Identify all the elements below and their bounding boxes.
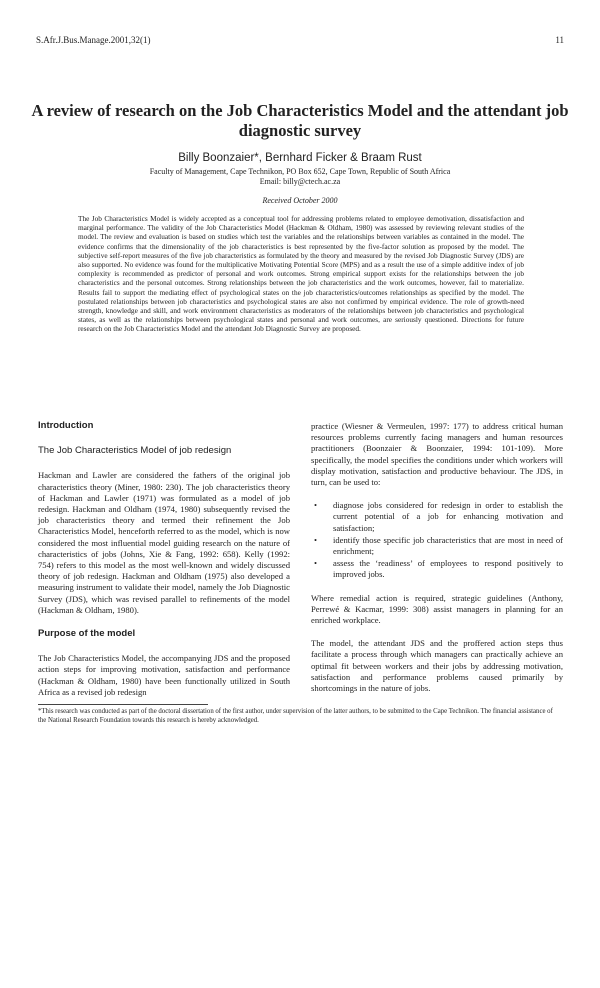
introduction-heading: Introduction: [38, 420, 94, 431]
left-column: [38, 420, 290, 710]
affiliation-block: [0, 167, 600, 187]
list-item: • assess the ‘readiness’ of employees to respond positively to improved jobs.: [314, 558, 563, 580]
paragraph: Hackman and Lawler are considered the fathers of the original job characteristics theory (Miner, 1980: 230). The job characteristics theory of Hackman and Lawler (1971) was formulated as a model of job redesign. Hackman and Oldham (1974, 1980) subsequently revised the job characteristics theory and termed their refinement the Job Characteristics Model, henceforth referred to as the model, which is now considered the most influential model guiding research on the nature of characteristics of jobs (Johns, Xie & Fang, 1992: 658). Kelly (1992: 754) refers to this model as the most well-known and widely discussed theory of job redesign. Hackman and Oldham (1975) also developed a measuring instrument to validate their model, namely the Job Diagnostic Survey (JDS), which was revised parallel to refinements of the model (Hackman & Oldham, 1980).: [38, 470, 290, 615]
journal-citation: S.Afr.J.Bus.Manage.2001,32(1): [36, 35, 151, 45]
article-title: A review of research on the Job Characteristics Model and the attendant job diagnostic survey: [31, 101, 569, 140]
paragraph: The model, the attendant JDS and the proffered action steps thus facilitate a process through which managers can practically achieve an optimal fit between workers and their jobs by addressing motivation, satisfaction and performance problems caused primarily by shortcomings in the nature of jobs.: [311, 638, 563, 694]
paragraph: Where remedial action is required, strategic guidelines (Anthony, Perrewé & Kacmar, 1999: 308) assist managers in planning for an enriched workplace.: [311, 592, 563, 626]
email: Email: billy@ctech.ac.za: [259, 177, 341, 186]
paragraph: practice (Wiesner & Vermeulen, 1997: 177) to address critical human resources problems currently facing managers and human resources practitioners (Boonzaier & Boonzaier, 1994: 101-109). More specifically, the model specifies the conditions under which workers will display motivation, satisfaction and productive behaviour. The JDS, in turn, can be used to:: [311, 421, 563, 488]
list-item: • identify those specific job characteristics that are most in need of enrichment;: [314, 534, 563, 557]
bullet-icon: •: [314, 558, 318, 569]
footnote-divider: [38, 704, 208, 705]
bullet-icon: •: [314, 500, 318, 511]
received-date: Received October 2000: [262, 196, 338, 205]
right-column: [311, 421, 563, 706]
running-header: [36, 35, 564, 45]
bullet-icon: •: [314, 534, 318, 545]
authors: Billy Boonzaier*, Bernhard Ficker & Braam Rust: [178, 152, 422, 164]
list-item: • diagnose jobs considered for redesign in order to establish the current potential of a job for enhancing motivation and satisfaction;: [314, 500, 563, 533]
paragraph: The Job Characteristics Model, the accompanying JDS and the proposed action steps for improving motivation, satisfaction and performance (Hackman & Oldham, 1980) have been functionally utilized in South Africa as a revised job redesign: [38, 653, 290, 697]
abstract: The Job Characteristics Model is widely accepted as a conceptual tool for addressing problems related to employee demotivation, dissatisfaction and marginal performance. The validity of the Job Characteristics Model (Hackman & Oldham, 1980) was assessed by reviewing relevant studies of the model. The review and evaluation is based on studies which test the variables and the relationships between variables as contained in the model. The evidence confirms that the dimensionality of the job characteristics is best represented by the five-factor solution as proposed by the model. The subjective self-report measures of the five job characteristics as formulated by the theory and measured by the revised Job Diagnostic Survey (JDS) are also supported. No evidence was found for the multiplicative Motivating Potential Score (MPS) and as a result the use of a simple additive index of job complexity is recommended as predictor of personal and work outcomes. Strong empirical support exists for the relationships between the job characteristics and the personal outcomes. Strong relationships between the job characteristics and the work outcomes, however, fail to materialize. Results fail to support the mediating effect of psychological states on the job characteristics/outcomes relationships as specified by the model. The postulated relationships between job characteristics and psychological states are also not confirmed by empirical evidence. The role of growth-need strength, knowledge and skill, and work environment characteristics as moderators of the relationships between job characteristics and psychological states, as well as the relationships between psychological states and personal and work outcomes, are seriously questioned. Directions for future research on the Job Characteristics Model and the attendant Job Diagnostic Survey are proposed.: [78, 214, 524, 334]
footnote: *This research was conducted as part of the doctoral dissertation of the first author, under supervision of the latter authors, to be submitted to the Cape Technikon. The financial assistance of the National Research Foundation towards this research is hereby acknowledged.: [38, 708, 553, 724]
affiliation: Faculty of Management, Cape Technikon, PO Box 652, Cape Town, Republic of South Africa: [149, 167, 451, 176]
bullet-list: [311, 500, 563, 580]
page-number: 11: [555, 35, 564, 45]
purpose-heading: Purpose of the model: [38, 628, 136, 640]
subsection-heading: The Job Characteristics Model of job redesign: [38, 445, 232, 457]
